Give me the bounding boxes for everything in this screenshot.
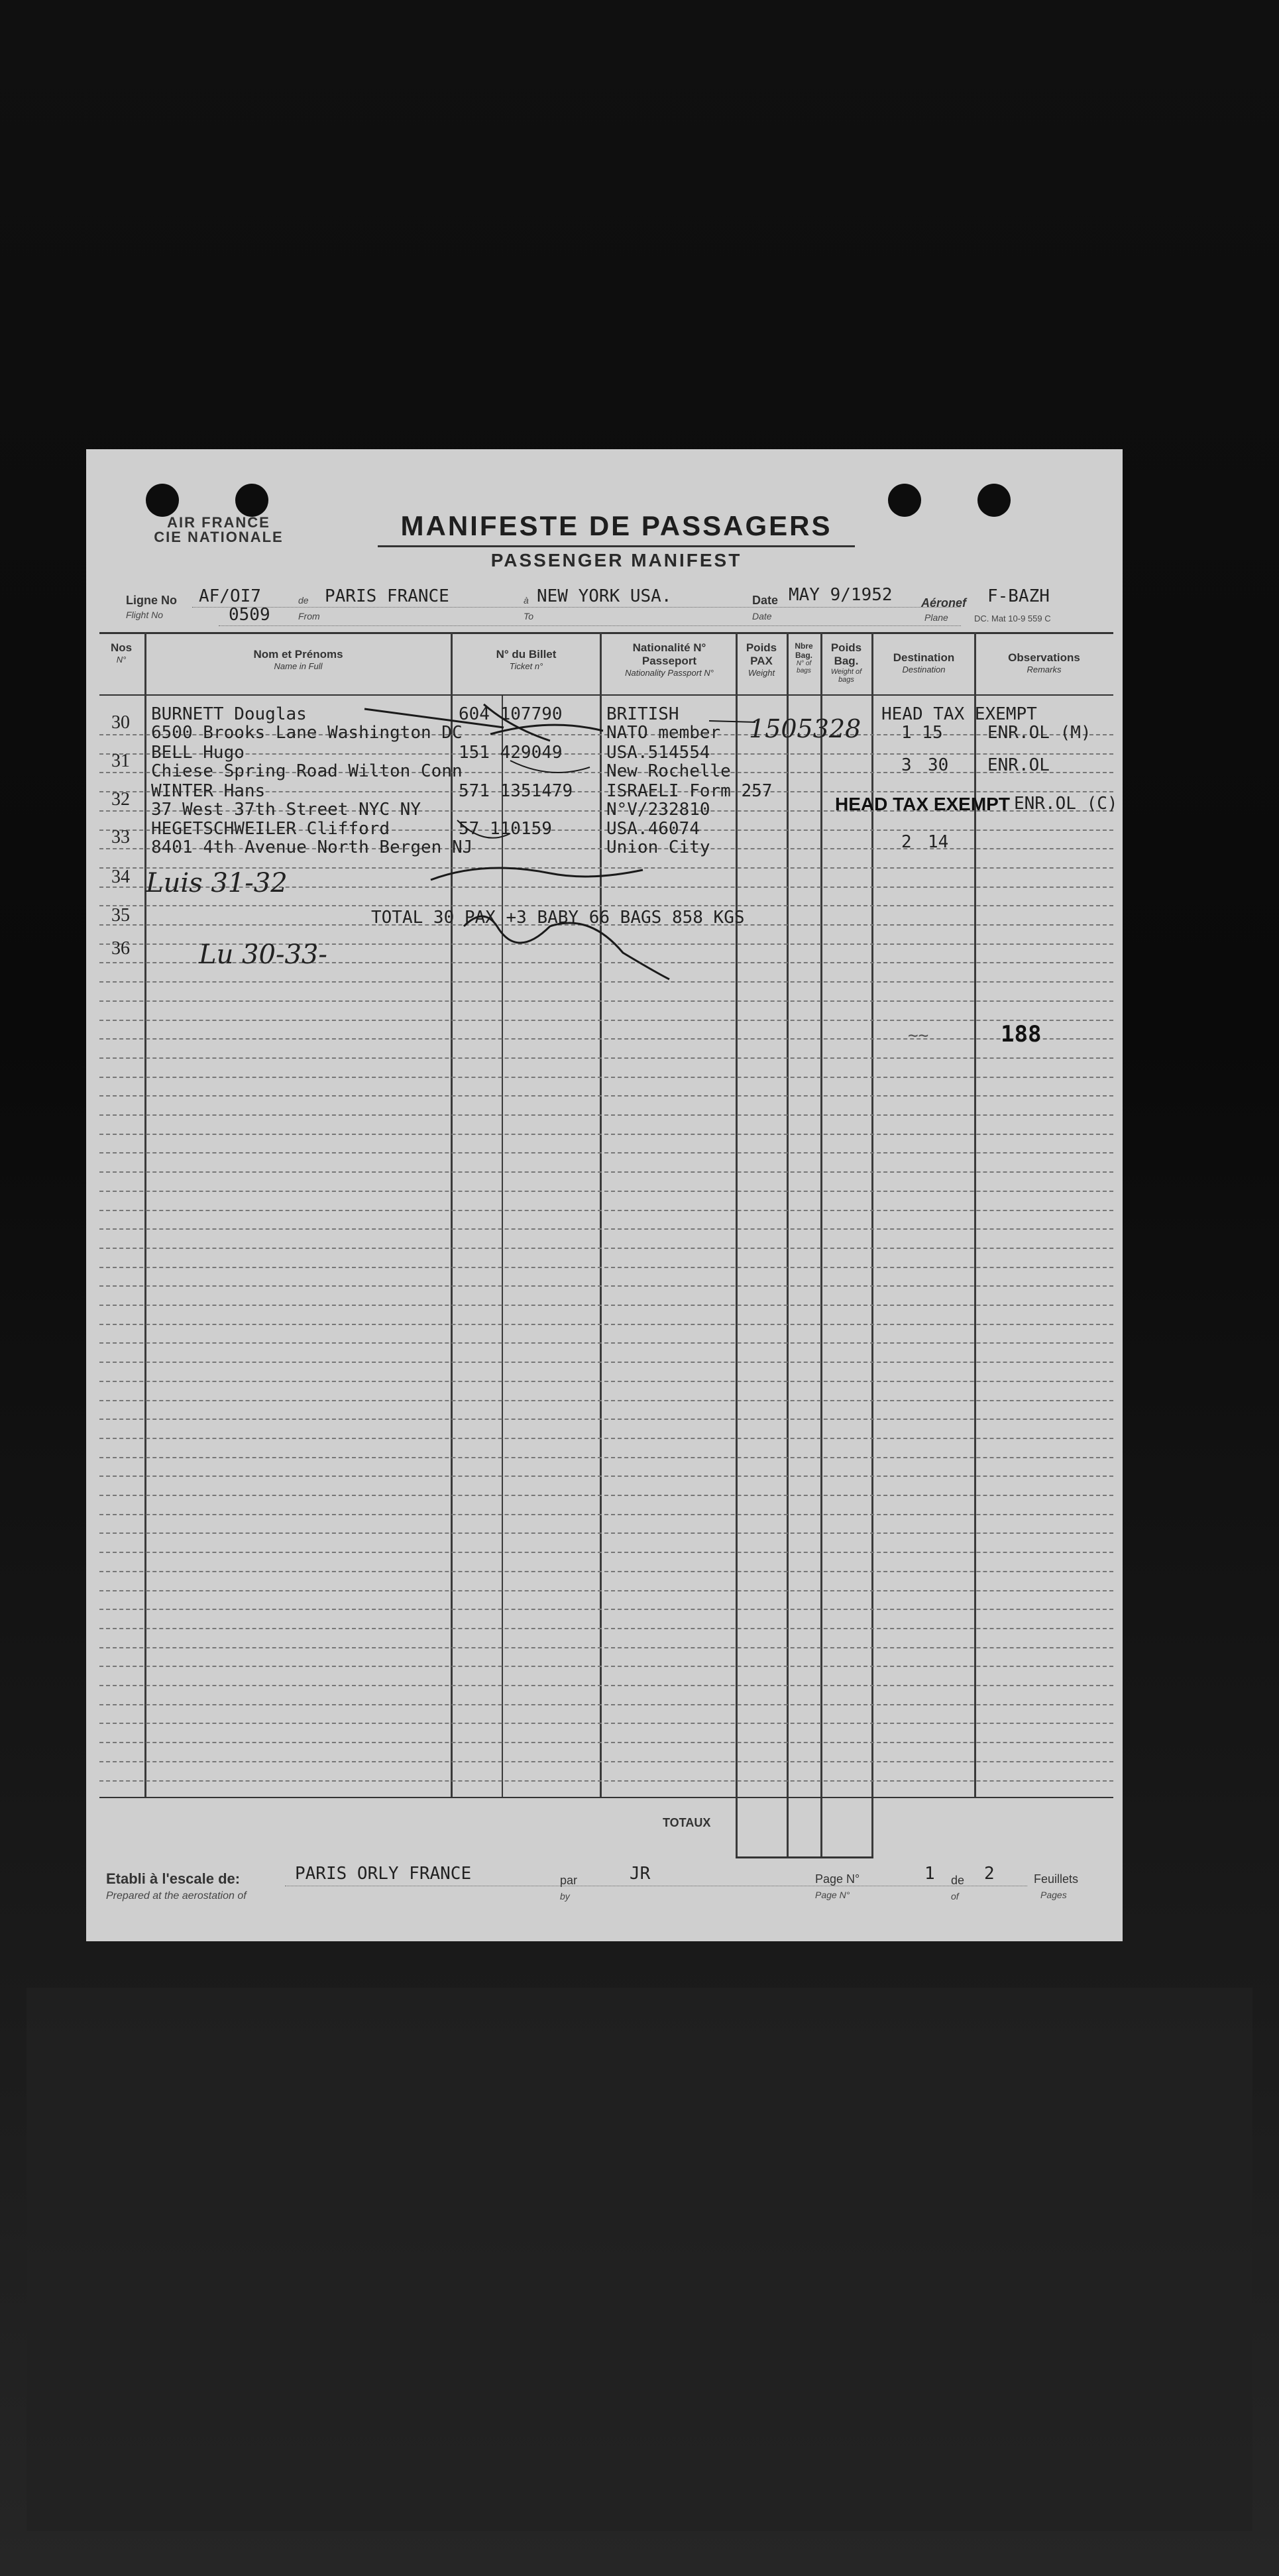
company-subtitle: CIE NATIONALE xyxy=(154,529,284,545)
row-number: 31 xyxy=(111,751,130,771)
flight-value: 0509 xyxy=(229,605,270,625)
passenger-name: BELL Hugo xyxy=(151,743,245,763)
header-nationality-fr: Nationalité N° Passeport xyxy=(632,641,706,667)
header-no-en: N° xyxy=(116,655,127,665)
a-label: à xyxy=(524,595,529,606)
bags-count: 3 xyxy=(901,755,912,775)
page-label: Page N° xyxy=(815,1872,860,1886)
from-value: PARIS FRANCE xyxy=(325,586,449,606)
handwritten-note: Luis 31-32 xyxy=(146,868,288,898)
page-count: 188 xyxy=(1001,1021,1042,1047)
header-destination-en: Destination xyxy=(902,665,946,674)
date-value: MAY 9/1952 xyxy=(789,585,893,605)
by-label: by xyxy=(560,1891,570,1902)
feuillets-label: Feuillets xyxy=(1034,1872,1079,1886)
prepared-label: Prepared at the aerostation of xyxy=(106,1890,247,1902)
ticket-number: 151 429049 xyxy=(459,743,563,763)
handwritten-note: Lu 30-33- xyxy=(199,939,327,970)
observation: ENR.OL xyxy=(987,755,1050,775)
ligne-value: AF/OI7 xyxy=(199,586,261,606)
nationality: ISRAELI Form 257 xyxy=(606,781,773,801)
ligne-label: Ligne No xyxy=(126,594,177,607)
bags-count: 2 xyxy=(901,832,912,852)
ticket-number: 57 110159 xyxy=(459,819,552,839)
header-no-fr: Nos xyxy=(110,641,133,654)
header-name-fr: Nom et Prénoms xyxy=(253,648,343,661)
header-observations-fr: Observations xyxy=(1008,651,1080,664)
page-total: 2 xyxy=(984,1864,995,1884)
passport: Union City xyxy=(606,837,710,857)
passport: N°V/232810 xyxy=(606,800,710,820)
page-number: 1 xyxy=(924,1864,935,1884)
flight-label: Flight No xyxy=(126,610,164,620)
date-label: Date xyxy=(752,594,779,607)
pen-stroke xyxy=(457,820,510,838)
pen-stroke xyxy=(431,868,643,880)
row-number: 33 xyxy=(111,827,130,847)
row-number: 34 xyxy=(111,867,130,887)
ticket-number: 604 107790 xyxy=(459,704,563,724)
from-label: From xyxy=(298,611,320,621)
nationality: USA.46074 xyxy=(606,819,700,839)
header-name-en: Name in Full xyxy=(274,661,323,671)
row-number: 36 xyxy=(111,938,130,959)
pen-stroke xyxy=(464,916,669,979)
header-bags-count-fr: Nbre Bag. xyxy=(795,641,813,660)
pen-stroke xyxy=(364,709,504,727)
pen-stroke xyxy=(709,721,755,722)
header-observations-en: Remarks xyxy=(1027,665,1062,674)
passenger-address: 37 West 37th Street NYC NY xyxy=(151,800,421,820)
observation-note: ENR.OL (C) xyxy=(1014,794,1118,814)
de-page-label: de xyxy=(951,1874,965,1887)
header-destination-fr: Destination xyxy=(893,651,955,664)
manifest-sheet xyxy=(86,449,1123,1941)
page-title: MANIFESTE DE PASSAGERS xyxy=(400,510,832,541)
header-pax-weight-fr: Poids PAX xyxy=(746,641,777,667)
plane-label: Plane xyxy=(924,612,948,623)
pen-stroke xyxy=(490,725,603,734)
header-bags-count-en: N° of bags xyxy=(796,660,812,674)
passenger-name: HEGETSCHWEILER Clifford xyxy=(151,819,390,839)
destination: 1 15 xyxy=(901,723,943,743)
pen-number: 1505328 xyxy=(749,714,862,743)
pen-stroke xyxy=(510,761,590,773)
to-value: NEW YORK USA. xyxy=(537,586,672,606)
passenger-name: WINTER Hans xyxy=(151,781,266,801)
page-label-en: Page N° xyxy=(815,1890,850,1900)
row-number: 35 xyxy=(111,905,130,926)
company-name: AIR FRANCE xyxy=(167,514,270,531)
passenger-address: 8401 4th Avenue North Bergen NJ xyxy=(151,837,473,857)
form-code: DC. Mat 10-9 559 C xyxy=(974,614,1051,623)
plane-value: F-BAZH xyxy=(987,586,1050,606)
row-number: 32 xyxy=(111,789,130,810)
observation: HEAD TAX EXEMPT xyxy=(881,704,1037,724)
nationality: BRITISH xyxy=(606,704,679,724)
aeronef-label: Aéronef xyxy=(921,596,967,610)
ticket-number: 571 1351479 xyxy=(459,781,573,801)
date-label-en: Date xyxy=(752,611,772,621)
row-number: 30 xyxy=(111,712,130,733)
header-ticket-fr: N° du Billet xyxy=(496,648,557,661)
of-page-label: of xyxy=(951,1891,959,1902)
station-value: PARIS ORLY FRANCE xyxy=(295,1864,472,1884)
totals-label: TOTAUX xyxy=(663,1816,711,1829)
passenger-address: 6500 Brooks Lane Washington DC xyxy=(151,723,463,743)
station-label: Etabli à l'escale de: xyxy=(106,1870,241,1887)
header-pax-weight-en: Weight xyxy=(748,668,775,678)
par-label: par xyxy=(560,1874,578,1887)
total-line: TOTAL 30 PAX +3 BABY 66 BAGS 858 KGS xyxy=(371,908,745,928)
prepared-by: JR xyxy=(630,1864,651,1884)
nationality: USA.514554 xyxy=(606,743,710,763)
observation-stamp: HEAD TAX EXEMPT xyxy=(835,794,1010,814)
header-ticket-en: Ticket n° xyxy=(509,661,543,671)
pen-stroke xyxy=(484,704,550,741)
header-nationality-en: Nationality Passport N° xyxy=(625,668,714,678)
bags-weight: 14 xyxy=(928,832,949,852)
passenger-name: BURNETT Douglas xyxy=(151,704,307,724)
page-count-mark: ~~ xyxy=(908,1026,929,1046)
passenger-address: Chiese Spring Road Wilton Conn xyxy=(151,761,463,781)
pages-label: Pages xyxy=(1040,1890,1067,1900)
header-bags-weight-en: Weight of bags xyxy=(830,668,862,684)
observation-note: ENR.OL (M) xyxy=(987,723,1091,743)
film-lower-frame xyxy=(27,1988,1252,2531)
bags-weight: 30 xyxy=(928,755,949,775)
de-label: de xyxy=(298,595,309,606)
pen-strokes xyxy=(86,449,1123,1941)
passport: NATO member xyxy=(606,723,721,743)
to-label: To xyxy=(524,611,534,621)
passport: New Rochelle xyxy=(606,761,731,781)
header-bags-weight-fr: Poids Bag. xyxy=(830,641,862,667)
page-subtitle: PASSENGER MANIFEST xyxy=(490,550,742,570)
